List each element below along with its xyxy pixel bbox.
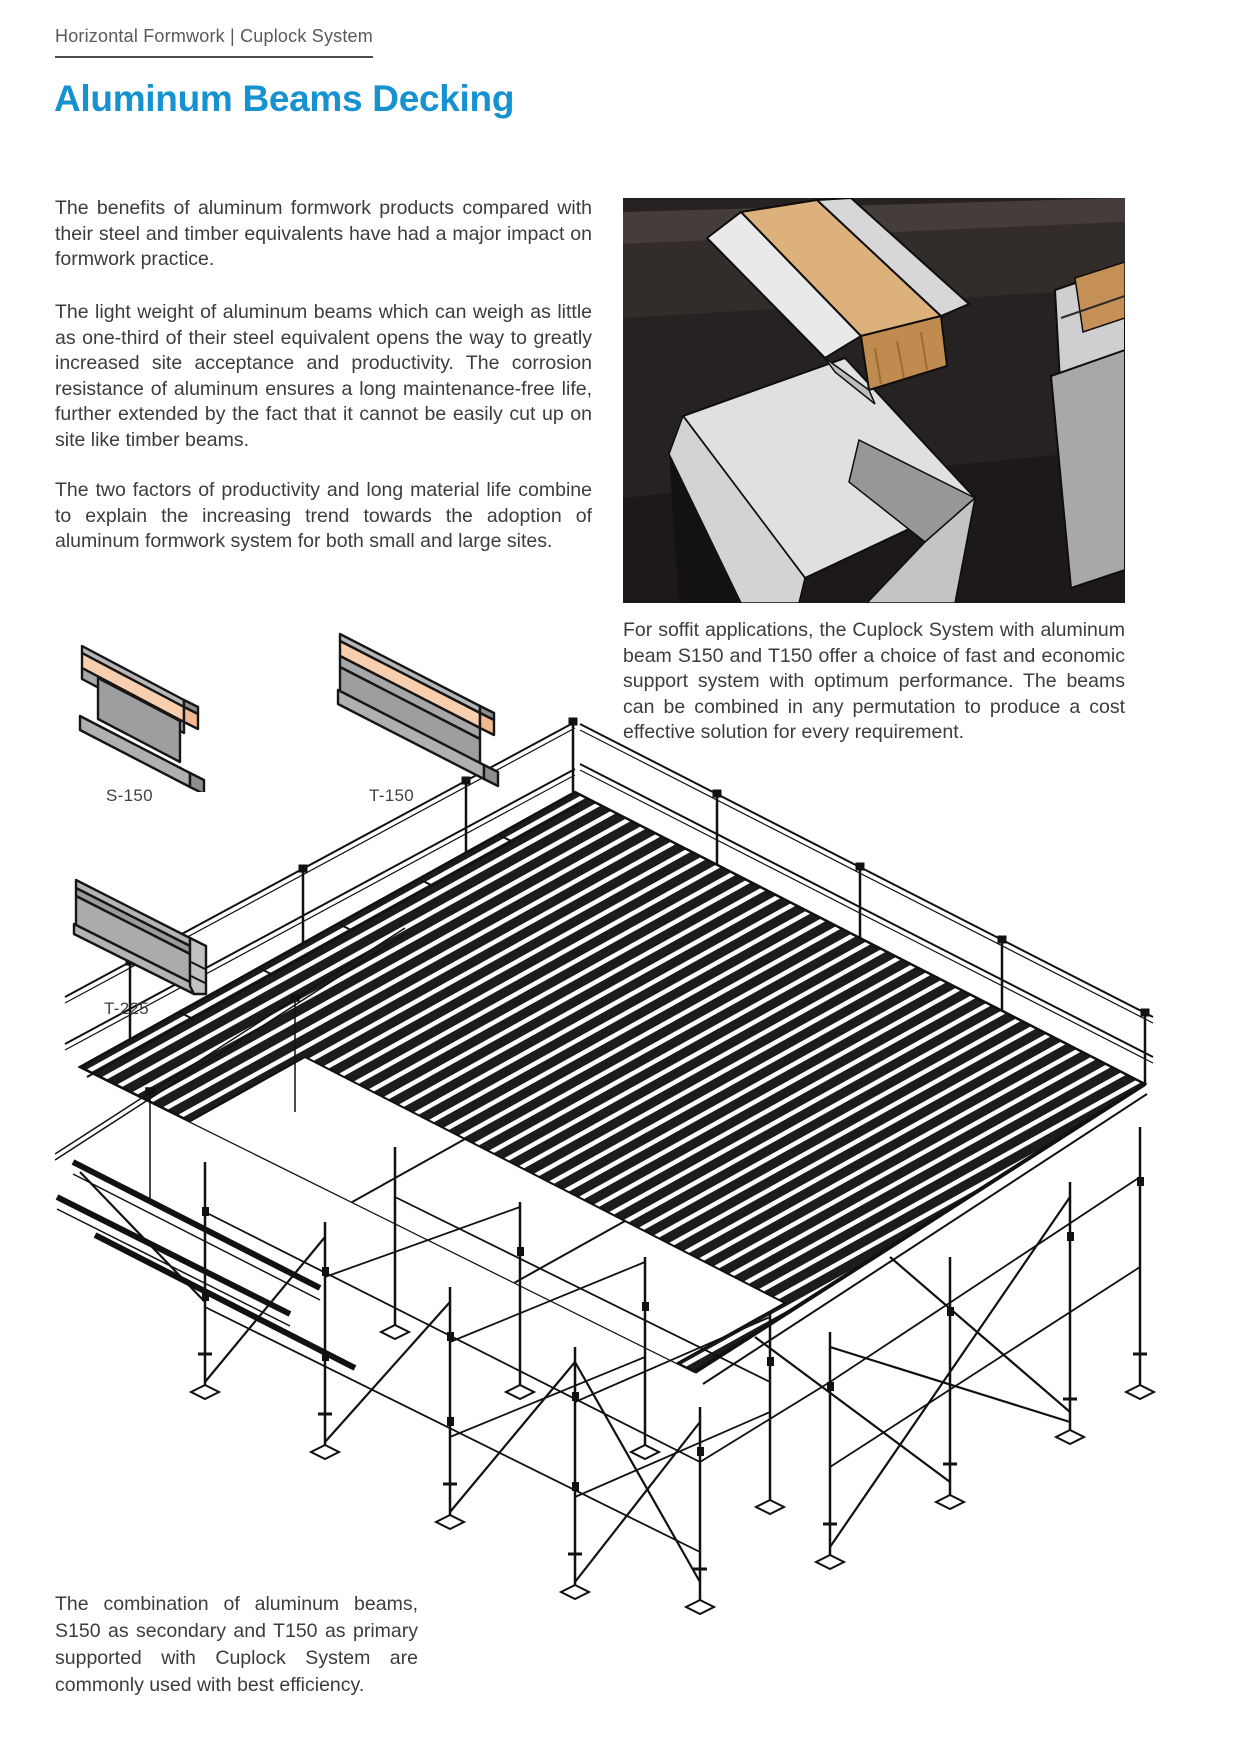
breadcrumb: Horizontal Formwork | Cuplock System xyxy=(55,26,373,58)
beam-diagram-t150 xyxy=(330,598,530,793)
intro-paragraph-3: The two factors of productivity and long material life combine to explain the increasing trend towards the adoption of aluminum formwork system for both small and large sites. xyxy=(55,479,592,552)
beam-label-t225: T-225 xyxy=(104,999,149,1018)
base-plates xyxy=(191,1325,1154,1614)
intro-paragraph-1: The benefits of aluminum formwork products compared with their steel and timber equivalents have had a major impact on formwork practice. xyxy=(55,197,592,270)
photo-caption: For soffit applications, the Cuplock System with aluminum beam S150 and T150 offer a choice of fast and economic support system with optimum performance. The beams can be combined in any permutation to produce a cost effective solution for every requirement. xyxy=(623,619,1125,743)
cuplock-decking-drawing xyxy=(55,692,1165,1617)
page-title: Aluminum Beams Decking xyxy=(54,78,515,119)
aluminum-beams-photo xyxy=(623,198,1125,603)
intro-paragraph-2: The light weight of aluminum beams which can weigh as little as one-third of their steel equivalent opens the way to greatly increased site acceptance and productivity. The corrosion resistance of aluminum ensures a long maintenance-free life, further extended by the fact that it cannot be easily cut up on site like timber beams. xyxy=(55,301,592,451)
beam-label-s150: S-150 xyxy=(106,786,153,805)
beam-label-t150: T-150 xyxy=(369,786,414,805)
footer-note: The combination of aluminum beams, S150 as secondary and T150 as primary supported with Cuplock System are commonly used with best efficiency. xyxy=(55,1593,418,1696)
jack-collars xyxy=(198,1354,1147,1569)
aluminum-beams-photo-graphic xyxy=(623,198,1125,603)
beam-diagram-s150 xyxy=(72,612,242,792)
beam-diagram-t225 xyxy=(68,858,243,998)
